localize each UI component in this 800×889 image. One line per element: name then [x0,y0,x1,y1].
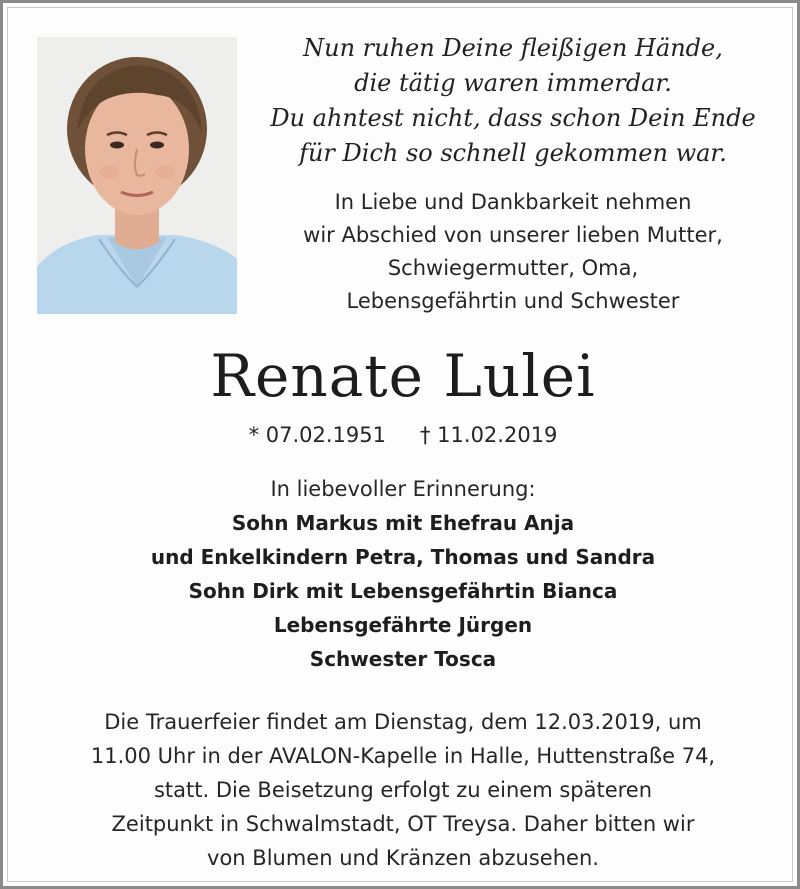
ceremony-line: Zeitpunkt in Schwalmstadt, OT Treysa. Daher bitten wir [111,812,695,836]
poem-line: Nun ruhen Deine fleißigen Hände, [303,34,723,62]
life-dates [3,419,800,451]
ceremony-line: Die Trauerfeier findet am Dienstag, dem 12.03.2019, um [104,710,702,734]
mourner-line: und Enkelkindern Petra, Thomas und Sandra [150,545,656,569]
memory-heading [3,472,800,506]
poem [253,31,773,171]
memory-heading-text: In liebevoller Erinnerung: [270,477,536,501]
mourners-list [3,506,800,676]
portrait-image [37,37,237,314]
funeral-details [3,705,800,875]
death-date: † 11.02.2019 [420,423,558,447]
mourner-line: Sohn Markus mit Ehefrau Anja [231,511,575,535]
ceremony-line: statt. Die Beisetzung erfolgt zu einem späteren [153,778,653,802]
mourner-line: Sohn Dirk mit Lebensgefährtin Bianca [188,579,618,603]
deceased-name: Renate Lulei [210,342,596,410]
poem-line: für Dich so schnell gekommen war. [299,139,727,167]
intro-line: Schwiegermutter, Oma, [387,256,639,280]
intro-line: Lebensgefährtin und Schwester [346,289,680,313]
birth-date: * 07.02.1951 [248,423,386,447]
mourner-line: Schwester Tosca [309,647,497,671]
farewell-intro [253,186,773,318]
mourner-line: Lebensgefährte Jürgen [273,613,533,637]
intro-line: wir Abschied von unserer lieben Mutter, [303,223,723,247]
intro-line: In Liebe und Dankbarkeit nehmen [334,190,692,214]
ceremony-line: 11.00 Uhr in der AVALON-Kapelle in Halle, Huttenstraße 74, [90,744,716,768]
ceremony-line: von Blumen und Kränzen abzusehen. [207,846,599,870]
portrait-photo [37,37,237,314]
poem-line: Du ahntest nicht, dass schon Dein Ende [270,104,756,132]
poem-line: die tätig waren immerdar. [354,69,672,97]
